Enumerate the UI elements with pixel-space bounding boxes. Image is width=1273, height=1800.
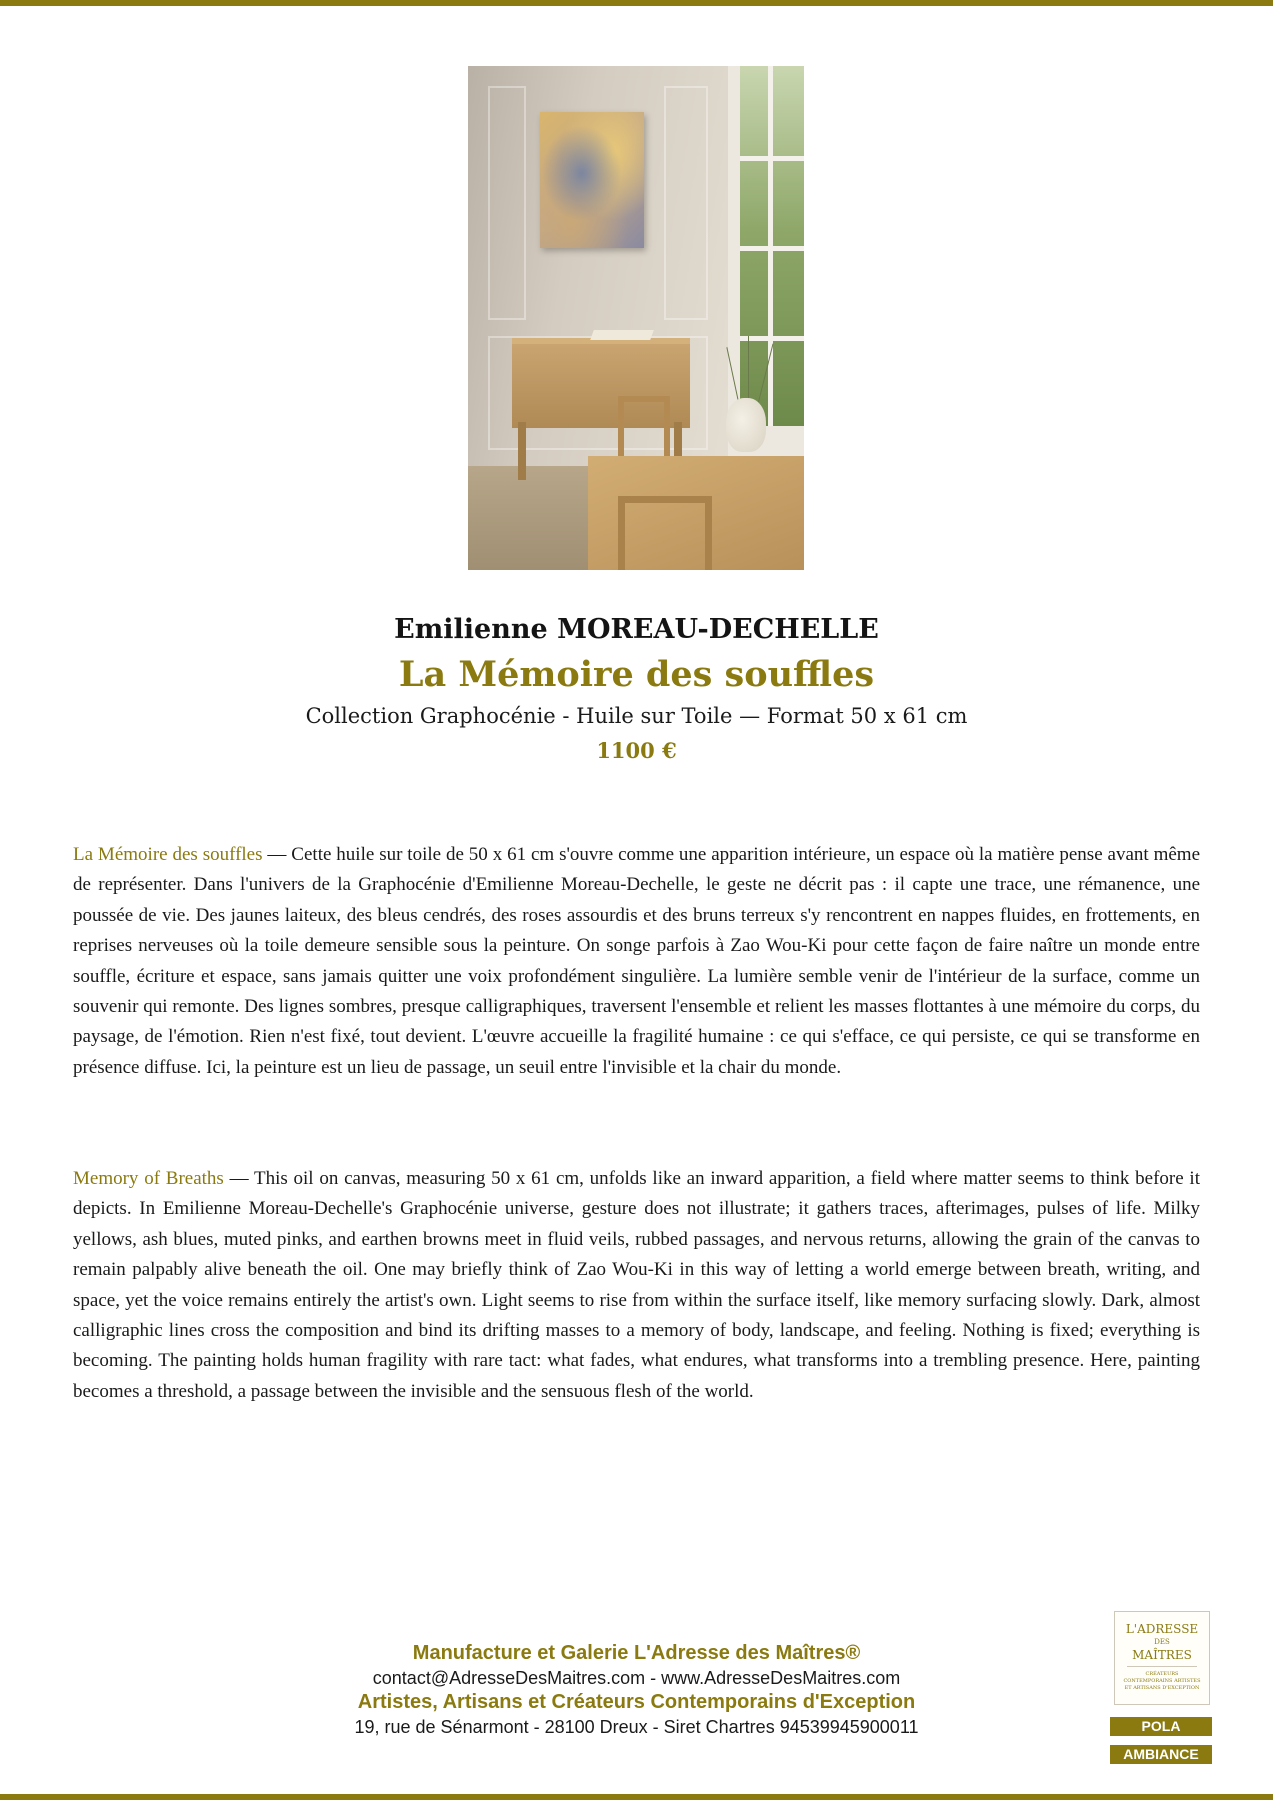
- badge-pola: POLA: [1110, 1717, 1212, 1736]
- window-mullion: [740, 336, 804, 341]
- open-book: [590, 330, 654, 340]
- artwork-details: Collection Graphocénie - Huile sur Toile — Format 50 x 61 cm: [305, 704, 968, 728]
- description-english: [73, 1164, 1200, 1407]
- window-mullion: [740, 246, 804, 251]
- top-accent-bar: [0, 0, 1273, 6]
- flower-stem: [748, 336, 749, 402]
- artist-name: Emilienne MOREAU-DECHELLE: [394, 614, 879, 645]
- logo-subtitle: CRÉATEURS CONTEMPORAINS ARTISTES ET ARTISANS D'EXCEPTION: [1123, 1671, 1201, 1691]
- logo-line: DES: [1154, 1638, 1170, 1646]
- english-text: — This oil on canvas, measuring 50 x 61 cm, unfolds like an inward apparition, a field where matter seems to think before it depicts. In Emilienne Moreau-Dechelle's Graphocénie universe, gesture does not illustrate; it gathers traces, afterimages, pulses of life. Milky yellows, ash blues, muted pinks, and earthen browns meet in fluid veils, rubbed passages, and nervous returns, allowing the grain of the canvas to remain palpably alive beneath the oil. One may briefly think of Zao Wou-Ki in this way of letting a world emerge between breath, writing, and space, yet the voice remains entirely the artist's own. Light seems to rise from within the surface itself, like memory surfacing slowly. Dark, almost calligraphic lines cross the composition and bind its drifting masses to a memory of body, landscape, and feeling. Nothing is fixed; everything is becoming. The painting holds human fragility with rare tact: what fades, what endures, what transforms into a trembling presence. Here, painting becomes a threshold, a passage between the invisible and the sensuous flesh of the world.: [73, 1168, 1200, 1402]
- artwork-room-photo: [468, 66, 804, 570]
- badge-ambiance: AMBIANCE: [1110, 1745, 1212, 1764]
- footer-company: Manufacture et Galerie L'Adresse des Maîtres®: [412, 1642, 861, 1664]
- logo-line: L'ADRESSE: [1125, 1622, 1199, 1636]
- french-text: — Cette huile sur toile de 50 x 61 cm s'ouvre comme une apparition intérieure, un espace où la matière pense avant même de représenter. Dans l'univers de la Graphocénie d'Emilienne Moreau-Dechelle, le geste ne décrit pas : il capte une trace, une rémanence, une poussée de vie. Des jaunes laiteux, des bleus cendrés, des roses assourdis et des bruns terreux s'y rencontrent en nappes fluides, en frottements, en reprises nerveuses où la toile demeure sensible sous la peinture. On songe parfois à Zao Wou-Ki pour cette façon de faire naître un monde entre souffle, écriture et espace, sans jamais quitter une voix profondément singulière. La lumière semble venir de l'intérieur de la surface, comme un souvenir qui remonte. Des lignes sombres, presque calligraphiques, traversent l'ensemble et relient les masses flottantes à une mémoire du corps, du paysage, de l'émotion. Rien n'est fixé, tout devient. L'œuvre accueille la fragilité humaine : ce qui s'efface, ce qui persiste, ce qui se transforme en présence diffuse. Ici, la peinture est un lieu de passage, un seuil entre l'invisible et la chair du monde.: [73, 844, 1200, 1078]
- description-french: [73, 840, 1200, 1083]
- bottom-accent-bar: [0, 1794, 1273, 1800]
- sideboard-leg: [518, 422, 526, 480]
- wall-molding: [664, 86, 708, 320]
- french-lead-title: La Mémoire des souffles: [73, 844, 263, 865]
- window-mullion: [740, 156, 804, 161]
- footer-tagline: Artistes, Artisans et Créateurs Contemporains d'Exception: [357, 1691, 916, 1713]
- logo-line: MAÎTRES: [1132, 1648, 1192, 1662]
- footer-contact: contact@AdresseDesMaitres.com - www.AdresseDesMaitres.com: [372, 1668, 901, 1688]
- footer-address: 19, rue de Sénarmont - 28100 Dreux - Siret Chartres 94539945900011: [354, 1717, 919, 1737]
- wall-molding: [488, 86, 526, 320]
- artwork-price: 1100 €: [596, 738, 677, 763]
- english-lead-title: Memory of Breaths: [73, 1168, 224, 1189]
- chair: [618, 496, 712, 570]
- gallery-logo: [1114, 1611, 1210, 1705]
- abstract-painting: [540, 112, 644, 248]
- logo-divider: [1127, 1666, 1197, 1667]
- vase: [726, 398, 766, 452]
- artwork-title: La Mémoire des souffles: [398, 654, 875, 695]
